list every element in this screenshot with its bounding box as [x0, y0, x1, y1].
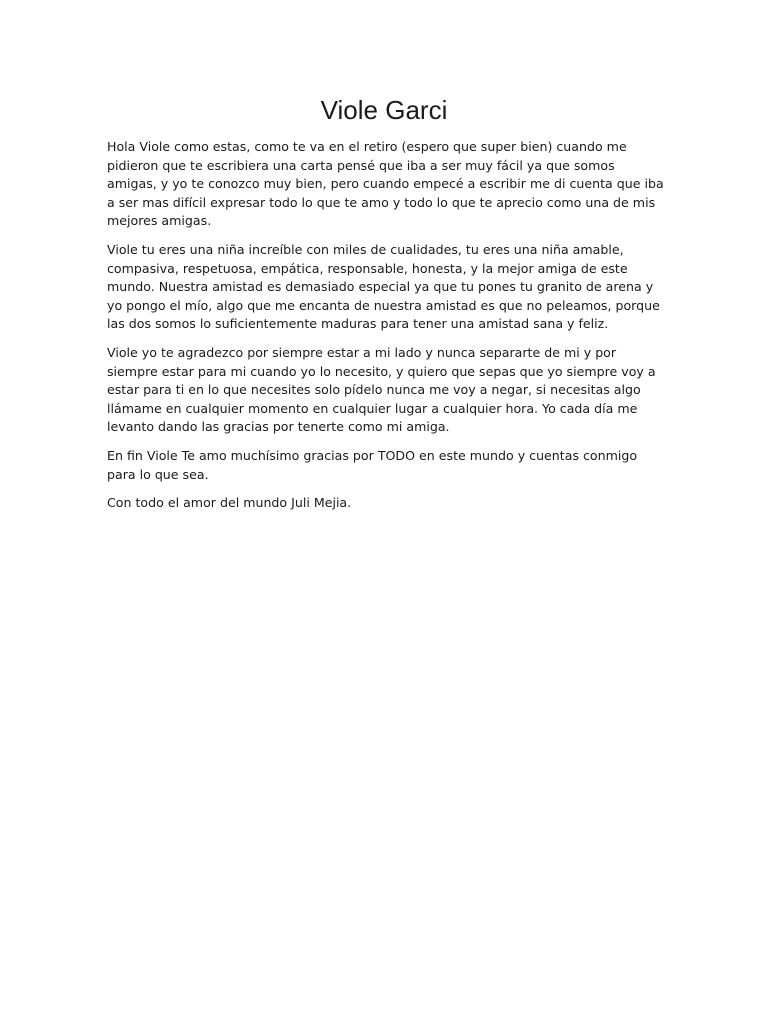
page-title: Viole Garci [320, 95, 448, 125]
paragraph-gratitude: Viole yo te agradezco por siempre estar a mi lado y nunca separarte de mi y por siempre estar para mi cuando yo lo necesito, y quiero que sepas que yo siempre voy a estar para ti en lo que necesites solo pídelo nunca me voy a negar, si necesitas algo llámame en cualquier momento en cualquier lugar a cualquier hora. Yo cada día me levanto dando las gracias por tenerte como mi amiga. [107, 344, 656, 435]
paragraph-signature: Con todo el amor del mundo Juli Mejia. [107, 495, 352, 511]
paragraph-closing: En fin Viole Te amo muchísimo gracias por TODO en este mundo y cuentas conmigo para lo que sea. [107, 447, 638, 482]
paragraph-greeting: Hola Viole como estas, como te va en el retiro (espero que super bien) cuando me pidieron que te escribiera una carta pensé que iba a ser muy fácil ya que somos amigas, y yo te conozco muy bien, pero cuando empecé a escribir me di cuenta que iba a ser mas difícil expresar todo lo que te amo y todo lo que te aprecio como una de mis mejores amigas. [107, 139, 664, 229]
paragraph-qualities: Viole tu eres una niña increíble con miles de cualidades, tu eres una niña amable, compasiva, respetuosa, empática, responsable, honesta, y la mejor amiga de este mundo. Nuestra amistad es demasiado especial ya que tu pones tu granito de arena y yo pongo el mío, algo que me encanta de nuestra amistad es que no peleamos, porque las dos somos lo suficientemente maduras para tener una amistad sana y feliz. [107, 241, 660, 332]
letter-body [107, 138, 667, 523]
